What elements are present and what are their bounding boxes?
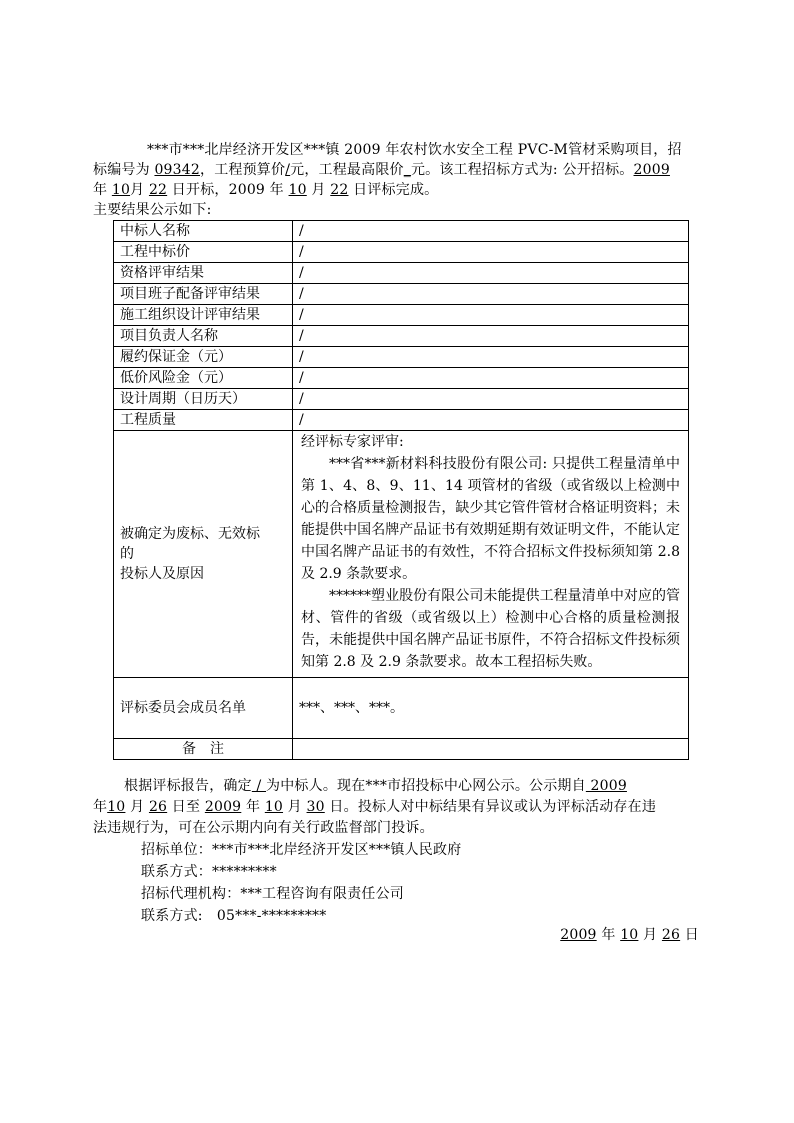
row-label: 中标人名称 [114, 221, 293, 242]
announce-text-1a: 根据评标报告，确定 [124, 778, 252, 794]
contact-text-1: 联系方式：********* [141, 864, 277, 880]
announce-text-2c: 年 [241, 799, 265, 815]
table-row [114, 284, 689, 305]
committee-members: ***、***、***。 [293, 678, 689, 739]
signature-date [560, 925, 699, 945]
row-label: 工程中标价 [114, 242, 293, 263]
announce-text-2a: 月 [125, 799, 149, 815]
eval-day: 22 [330, 182, 349, 198]
sign-year: 2009 [560, 927, 597, 943]
row-value: / [293, 263, 689, 284]
sign-month: 10 [620, 927, 639, 943]
intro-line-1 [147, 140, 682, 160]
open-day: 22 [148, 182, 168, 198]
invalid-bids-label-line-2: 的 [120, 546, 134, 562]
intro-text-3c: 月 [306, 182, 331, 198]
table-row [114, 242, 689, 263]
results-heading [93, 200, 212, 220]
reason-intro: 经评标专家评审: [301, 434, 404, 450]
intro-text-3a: 月 [130, 182, 149, 198]
intro-line-3 [93, 180, 438, 200]
reason-bidder-2: ******塑业股份有限公司未能提供工程量清单中对应的管材、管件的省级（或省级以上）检测中心合格的质量检测报告，未能提供中国名牌产品证书原件，不符合招标文件投标须知第 2.8 及 2.9 条款要求。故本工程招标失败。 [301, 588, 680, 670]
intro-text-2d: 元。该工程招标方式为: 公开招标。 [410, 162, 634, 178]
invalid-bids-reason [293, 431, 689, 678]
winner-value: / [251, 778, 267, 794]
agency-text: 招标代理机构：***工程咨询有限责任公司 [141, 886, 404, 902]
row-label: 项目班子配备评审结果 [114, 284, 293, 305]
table-row-committee [114, 678, 689, 739]
row-value: / [293, 242, 689, 263]
bid-code: 09342 [154, 162, 200, 178]
row-label: 设计周期（日历天） [114, 389, 293, 410]
invalid-bids-label-line-3: 投标人及原因 [120, 566, 204, 582]
contact-line-2 [141, 906, 326, 926]
eval-month: 10 [288, 182, 307, 198]
row-value: / [293, 284, 689, 305]
row-value: / [293, 221, 689, 242]
budget-price: / [285, 162, 291, 178]
announce-line-1 [124, 776, 627, 796]
announce-line-2 [93, 797, 656, 817]
table-row [114, 389, 689, 410]
row-label: 履约保证金（元） [114, 347, 293, 368]
sign-day: 26 [661, 927, 681, 943]
announce-text-2pre: 年 [93, 799, 108, 815]
row-value: / [293, 326, 689, 347]
results-table-body [114, 221, 689, 760]
table-row [114, 305, 689, 326]
tenderer-text: 招标单位：***市***北岸经济开发区***镇人民政府 [141, 842, 462, 858]
row-label: 资格评审结果 [114, 263, 293, 284]
results-table [113, 220, 689, 760]
tenderer-line [141, 840, 461, 860]
intro-text-3b: 日开标，2009 年 [167, 182, 289, 198]
intro-text-3pre: 年 [93, 182, 112, 198]
committee-label: 评标委员会成员名单 [114, 678, 293, 739]
announce-text-1b: 为中标人。现在***市招投标中心网公示。公示期自 [266, 778, 586, 794]
sign-text-b: 月 [638, 927, 662, 943]
table-row-invalid-bids [114, 431, 689, 678]
announce-line-3 [93, 818, 434, 838]
row-label: 施工组织设计评审结果 [114, 305, 293, 326]
table-row [114, 326, 689, 347]
row-label: 低价风险金（元） [114, 368, 293, 389]
intro-text-2b: ，工程预算价 [200, 162, 286, 178]
notice-start-month: 10 [107, 799, 126, 815]
agency-line [141, 884, 404, 904]
intro-text-1: ***市***北岸经济开发区***镇 2009 年农村饮水安全工程 PVC-M管材采购项目，招 [147, 142, 682, 158]
sign-text-c: 日 [680, 927, 699, 943]
table-row-remark [114, 739, 689, 760]
notice-start-day: 26 [148, 799, 168, 815]
contact-text-2: 联系方式: 05***-********* [141, 908, 327, 924]
intro-text-2a: 标编号为 [93, 162, 155, 178]
row-label: 项目负责人名称 [114, 326, 293, 347]
announce-text-2d: 月 [283, 799, 307, 815]
table-row [114, 263, 689, 284]
results-heading-text: 主要结果公示如下: [93, 202, 212, 218]
table-row [114, 221, 689, 242]
remark-label: 备 注 [114, 739, 293, 760]
announce-text-2b: 日至 [167, 799, 205, 815]
table-row [114, 410, 689, 431]
row-value: / [293, 305, 689, 326]
announce-text-3: 法违规行为，可在公示期内向有关行政监督部门投诉。 [93, 820, 434, 836]
table-row [114, 347, 689, 368]
remark-value [293, 739, 689, 760]
intro-line-2 [93, 160, 670, 180]
row-value: / [293, 389, 689, 410]
row-value: / [293, 368, 689, 389]
intro-text-3d: 日评标完成。 [348, 182, 439, 198]
invalid-bids-label [114, 431, 293, 678]
notice-end-day: 30 [306, 799, 325, 815]
sign-text-a: 年 [596, 927, 621, 943]
open-year: 2009 [633, 162, 670, 178]
row-label: 工程质量 [114, 410, 293, 431]
notice-end-year: 2009 [204, 799, 242, 815]
max-price: _ [403, 162, 411, 178]
contact-line-1 [141, 862, 277, 882]
notice-start-year: 2009 [585, 778, 627, 794]
invalid-bids-label-line-1: 被确定为废标、无效标 [120, 526, 260, 542]
intro-text-2c: 元，工程最高限价 [290, 162, 404, 178]
notice-end-month: 10 [264, 799, 284, 815]
table-row [114, 368, 689, 389]
row-value: / [293, 347, 689, 368]
open-month: 10 [111, 182, 131, 198]
row-value: / [293, 410, 689, 431]
announce-text-2e: 日。投标人对中标结果有异议或认为评标活动存在违 [324, 799, 657, 815]
reason-bidder-1: ***省***新材料科技股份有限公司: 只提供工程量清单中第 1、4、8、9、11、14 项管材的省级（或省级以上检测中心的合格质量检测报告，缺少其它管件管材合格证明资料；未能提供中国名牌产品证书有效期延期有效证明文件，不能认定中国名牌产品证书的有效性，不符合招标文件投标须知第 2.8 及 2.9 条款要求。 [301, 456, 680, 582]
